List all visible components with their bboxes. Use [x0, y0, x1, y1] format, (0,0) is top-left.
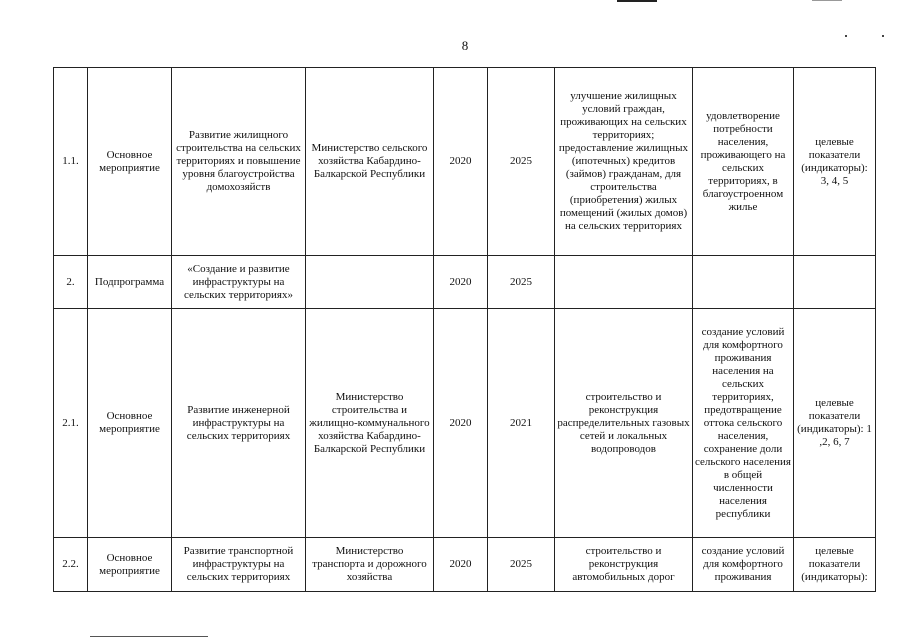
- row-indicators: целевые показатели (индикаторы): 1 ,2, 6, 7: [794, 309, 876, 538]
- row-end-year: 2025: [488, 68, 555, 256]
- table-row: [54, 538, 876, 592]
- row-indicators: [794, 256, 876, 309]
- scan-mark-top-right: [812, 0, 842, 1]
- row-status: Основное мероприятие: [88, 538, 172, 592]
- table-row: [54, 309, 876, 538]
- row-status: Основное мероприятие: [88, 309, 172, 538]
- row-result: [555, 256, 693, 309]
- program-table: [53, 67, 876, 592]
- scan-mark-bottom: [90, 636, 208, 637]
- row-start-year: 2020: [434, 256, 488, 309]
- row-executor: Министерство сельского хозяйства Кабардино-Балкарской Республики: [306, 68, 434, 256]
- row-consequence: [693, 256, 794, 309]
- row-end-year: 2025: [488, 538, 555, 592]
- row-status: Основное мероприятие: [88, 68, 172, 256]
- scan-dot: [845, 35, 847, 37]
- row-end-year: 2025: [488, 256, 555, 309]
- row-name: Развитие инженерной инфраструктуры на сельских территориях: [172, 309, 306, 538]
- table-row: [54, 68, 876, 256]
- row-executor: [306, 256, 434, 309]
- scan-dot: [882, 35, 884, 37]
- row-result: строительство и реконструкция автомобильных дорог: [555, 538, 693, 592]
- row-consequence: создание условий для комфортного проживания: [693, 538, 794, 592]
- row-start-year: 2020: [434, 538, 488, 592]
- row-name: Развитие жилищного строительства на сельских территориях и повышение уровня благоустройства домохозяйств: [172, 68, 306, 256]
- row-number: 1.1.: [54, 68, 88, 256]
- row-start-year: 2020: [434, 309, 488, 538]
- table-row: [54, 256, 876, 309]
- row-indicators: целевые показатели (индикаторы):: [794, 538, 876, 592]
- row-consequence: удовлетворение потребности населения, проживающего на сельских территориях, в благоустроенном жилье: [693, 68, 794, 256]
- row-consequence: создание условий для комфортного проживания населения на сельских территориях, предотвращение оттока сельского населения, сохранение доли сельского населения в общей численности населения республики: [693, 309, 794, 538]
- row-end-year: 2021: [488, 309, 555, 538]
- row-status: Подпрограмма: [88, 256, 172, 309]
- row-indicators: целевые показатели (индикаторы): 3, 4, 5: [794, 68, 876, 256]
- row-name: «Создание и развитие инфраструктуры на сельских территориях»: [172, 256, 306, 309]
- row-executor: Министерство строительства и жилищно-коммунального хозяйства Кабардино-Балкарской Республики: [306, 309, 434, 538]
- row-start-year: 2020: [434, 68, 488, 256]
- scan-mark-top: [617, 0, 657, 2]
- row-number: 2.2.: [54, 538, 88, 592]
- row-name: Развитие транспортной инфраструктуры на сельских территориях: [172, 538, 306, 592]
- row-number: 2.: [54, 256, 88, 309]
- row-result: улучшение жилищных условий граждан, проживающих на сельских территориях; предоставление жилищных (ипотечных) кредитов (займов) гражданам, для строительства (приобретения) жилых помещений (жилых домов) на сельских территориях: [555, 68, 693, 256]
- row-result: строительство и реконструкция распределительных газовых сетей и локальных водопроводов: [555, 309, 693, 538]
- row-number: 2.1.: [54, 309, 88, 538]
- page-number: 8: [461, 38, 469, 53]
- row-executor: Министерство транспорта и дорожного хозяйства: [306, 538, 434, 592]
